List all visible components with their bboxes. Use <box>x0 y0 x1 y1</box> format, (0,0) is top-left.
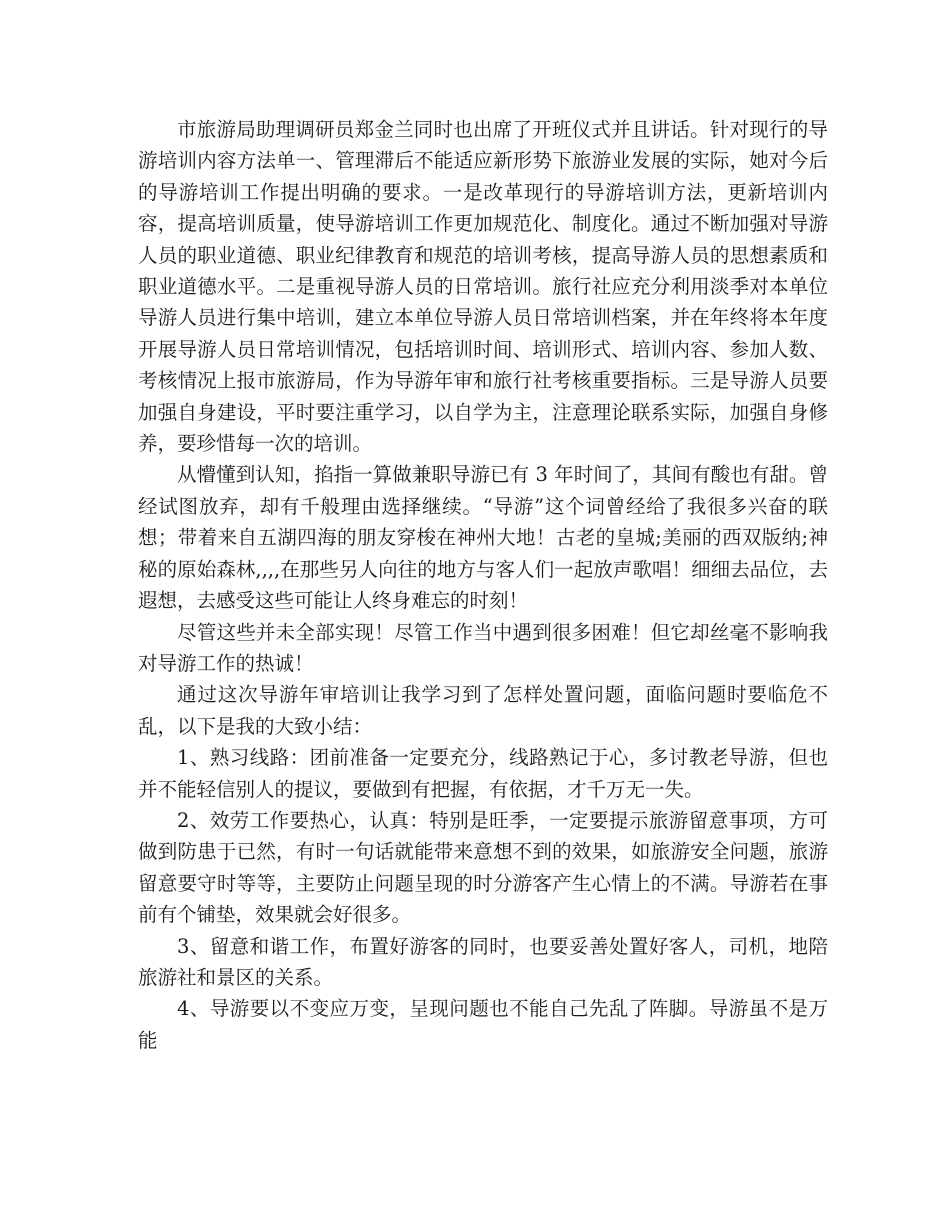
paragraph-summary-intro: 通过这次导游年审培训让我学习到了怎样处置问题，面临问题时要临危不乱，以下是我的大致小结： <box>138 683 828 738</box>
paragraph-item-2: 2、效劳工作要热心，认真：特别是旺季，一定要提示旅游留意事项，方可做到防患于已然，有时一句话就能带来意想不到的效果，如旅游安全问题，旅游留意要守时等等，主要防止问题呈现的时分游客产生心情上的不满。导游若在事前有个铺垫，效果就会好很多。 <box>138 808 828 927</box>
paragraph-training-speech: 市旅游局助理调研员郑金兰同时也出席了开班仪式并且讲话。针对现行的导游培训内容方法单一、管理滞后不能适应新形势下旅游业发展的实际，她对今后的导游培训工作提出明确的要求。一是改革现行的导游培训方法，更新培训内容，提高培训质量，使导游培训工作更加规范化、制度化。通过不断加强对导游人员的职业道德、职业纪律教育和规范的培训考核，提高导游人员的思想素质和职业道德水平。二是重视导游人员的日常培训。旅行社应充分利用淡季对本单位导游人员进行集中培训，建立本单位导游人员日常培训档案，并在年终将本年度开展导游人员日常培训情况，包括培训时间、培训形式、培训内容、参加人数、考核情况上报市旅游局，作为导游年审和旅行社考核重要指标。三是导游人员要加强自身建设，平时要注重学习，以自学为主，注意理论联系实际，加强自身修养，要珍惜每一次的培训。 <box>138 118 828 456</box>
paragraph-enthusiasm: 尽管这些并未全部实现！尽管工作当中遇到很多困难！但它却丝毫不影响我对导游工作的热诚！ <box>138 620 828 675</box>
paragraph-item-4: 4、导游要以不变应万变，呈现问题也不能自己先乱了阵脚。导游虽不是万能 <box>138 997 828 1052</box>
paragraph-item-1: 1、熟习线路：团前准备一定要充分，线路熟记于心，多讨教老导游，但也并不能轻信别人的提议，要做到有把握，有依据，才千万无一失。 <box>138 746 828 801</box>
document-body <box>138 114 828 1056</box>
paragraph-item-3: 3、留意和谐工作，布置好游客的同时，也要妥善处置好客人，司机，地陪旅游社和景区的关系。 <box>138 934 828 989</box>
paragraph-part-time-guide: 从懵懂到认知，掐指一算做兼职导游已有 3 年时间了，其间有酸也有甜。曾经试图放弃，却有千般理由选择继续。“导游”这个词曾经给了我很多兴奋的联想；带着来自五湖四海的朋友穿梭在神州大地！古老的皇城;美丽的西双版纳;神秘的原始森林,,,,在那些另人向往的地方与客人们一起放声歌唱！细细去品位，去遐想，去感受这些可能让人终身难忘的时刻！ <box>138 463 828 613</box>
